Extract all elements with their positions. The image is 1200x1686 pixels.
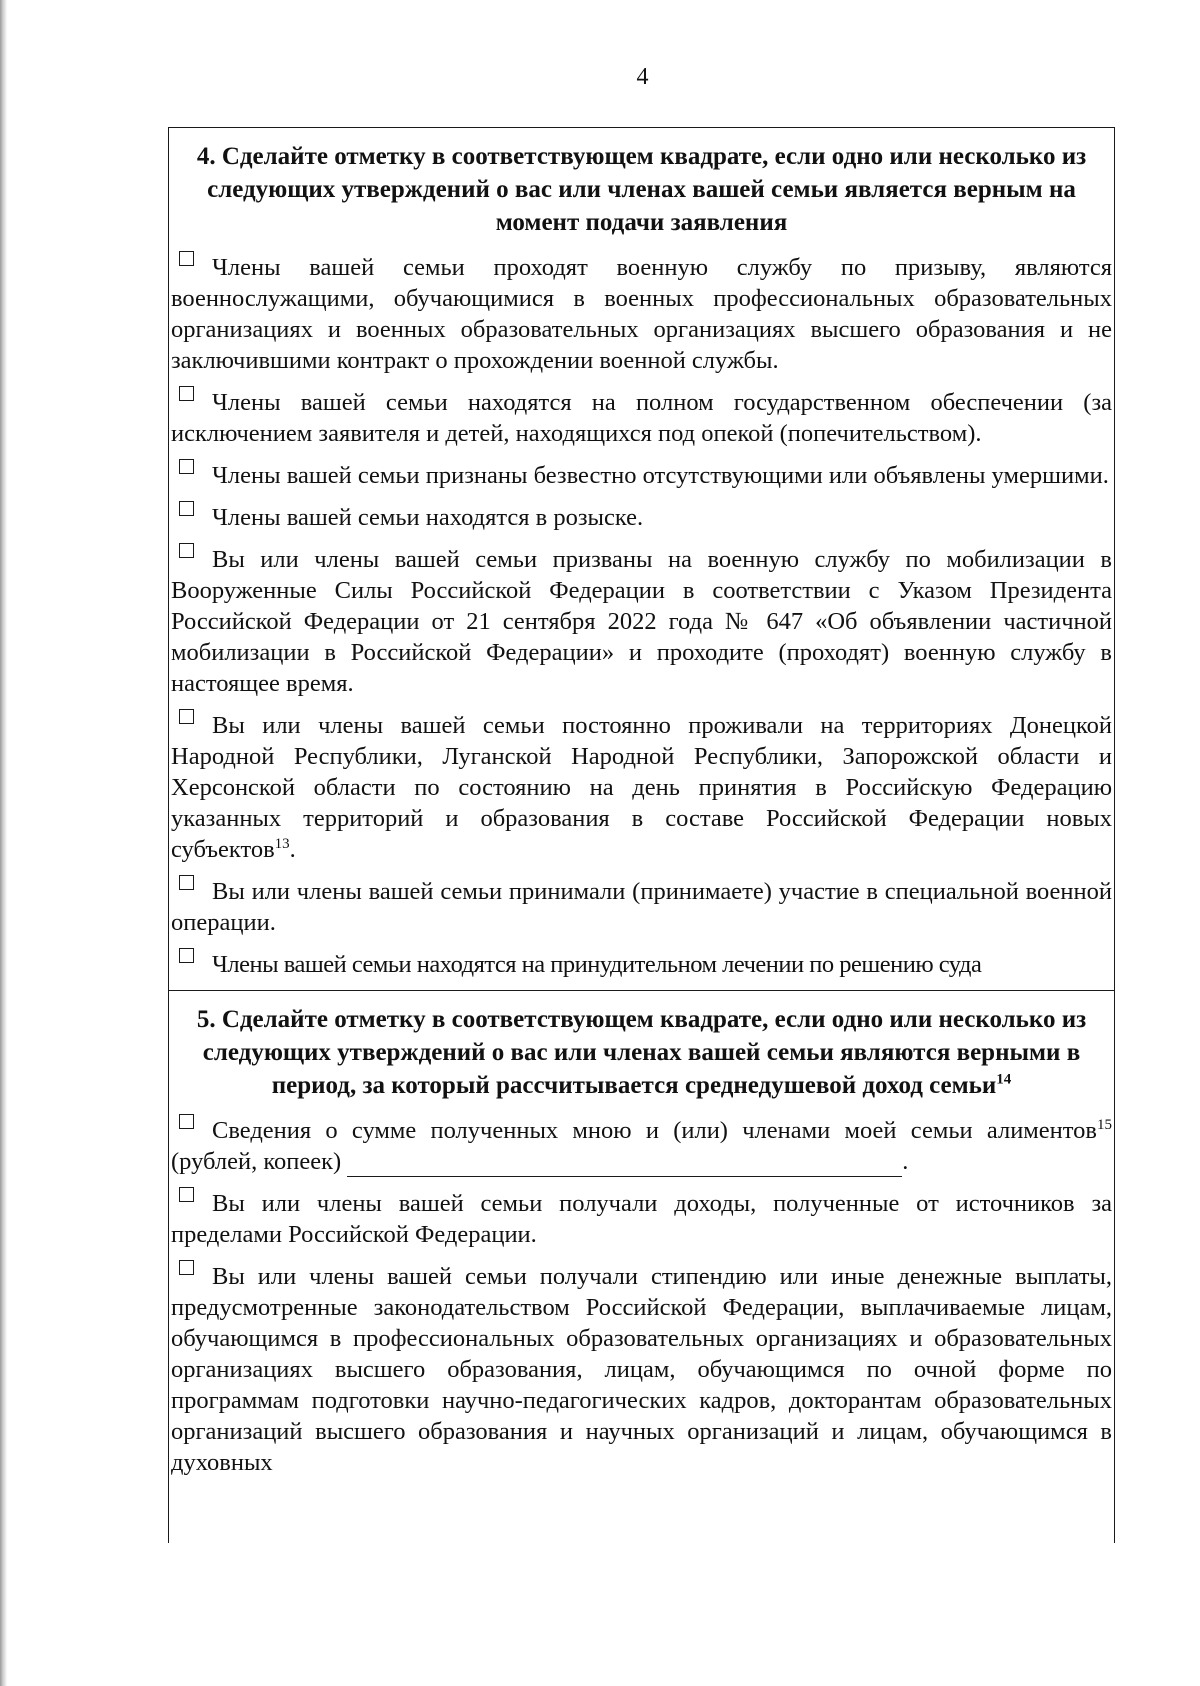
item-text: Члены вашей семьи проходят военную службу по призыву, являются военнослужащими, обучающимися в военных профессиональных образовательных организациях и военных образовательных организациях высшего образования и не заключившими контракт о прохождении военной службы. [171, 254, 1112, 374]
checkbox-state-support[interactable] [179, 386, 194, 401]
section-4-item-2 [171, 386, 1112, 449]
item-text: Вы или члены вашей семьи постоянно проживали на территориях Донецкой Народной Республики, Луганской Народной Республики, Запорожской области и Херсонской области по состоянию на день принятия в Российскую Федерацию указанных территорий и образования в составе Российской Федерации новых субъектов [171, 712, 1112, 863]
item-text: Члены вашей семьи находятся на полном государственном обеспечении (за исключением заявителя и детей, находящихся под опекой (попечительством). [171, 389, 1112, 447]
checkbox-wanted[interactable] [179, 501, 194, 516]
checkbox-mobilization[interactable] [179, 543, 194, 558]
section-4-item-1 [171, 251, 1112, 376]
item-text: Вы или члены вашей семьи получали стипендию или иные денежные выплаты, предусмотренные законодательством Российской Федерации, выплачиваемые лицам, обучающимся в профессиональных образовательных организациях и образовательных организациях высшего образования, лицам, обучающимся по очной форме по программам подготовки научно-педагогических кадров, докторантам образовательных организаций высшего образования и научных организаций и лицам, обучающимся в духовных [171, 1263, 1112, 1476]
checkbox-new-territories[interactable] [179, 709, 194, 724]
section-4-item-6 [171, 709, 1112, 865]
section-4-item-3 [171, 459, 1112, 491]
item-text: (рублей, копеек) [171, 1148, 348, 1175]
section-4-item-5 [171, 543, 1112, 699]
checkbox-foreign-income[interactable] [179, 1187, 194, 1202]
section-5-item-foreign-income [171, 1187, 1112, 1250]
footnote-ref: 13 [274, 835, 290, 852]
form-frame [168, 127, 1115, 1543]
section-4 [169, 128, 1114, 980]
section-5 [169, 990, 1114, 1478]
item-text: Члены вашей семьи признаны безвестно отсутствующими или объявлены умершими. [212, 462, 1109, 489]
checkbox-military-conscription[interactable] [179, 251, 194, 266]
scan-edge [0, 0, 7, 1686]
item-text: Члены вашей семьи находятся на принудительном лечении по решению суда [212, 951, 982, 978]
item-text: Сведения о сумме полученных мною и (или) членами моей семьи алиментов [212, 1117, 1097, 1144]
section-4-item-7 [171, 875, 1112, 938]
alimony-amount-field[interactable] [347, 1152, 902, 1177]
section-5-item-alimony [171, 1114, 1112, 1177]
checkbox-stipend[interactable] [179, 1260, 194, 1275]
checkbox-missing-or-deceased[interactable] [179, 459, 194, 474]
item-text: Вы или члены вашей семьи призваны на военную службу по мобилизации в Вооруженные Силы Российской Федерации в соответствии с Указом Президента Российской Федерации от 21 сентября 2022 года № 647 «Об объявлении частичной мобилизации в Российской Федерации» и проходите (проходят) военную службу в настоящее время. [171, 546, 1112, 697]
item-text: Вы или члены вашей семьи получали доходы, полученные от источников за пределами Российской Федерации. [171, 1190, 1112, 1248]
item-text: Вы или члены вашей семьи принимали (принимаете) участие в специальной военной операции. [171, 878, 1112, 936]
footnote-ref: 14 [996, 1071, 1012, 1088]
section-4-item-4 [171, 501, 1112, 533]
checkbox-alimony[interactable] [179, 1114, 194, 1129]
page-number: 4 [636, 64, 649, 90]
section-4-title: 4. Сделайте отметку в соответствующем квадрате, если одно или несколько из следующих утверждений о вас или членах вашей семьи является верным на момент подачи заявления [196, 143, 1087, 236]
footnote-ref: 15 [1097, 1116, 1112, 1133]
item-text: Члены вашей семьи находятся в розыске. [212, 504, 644, 531]
item-text-end: . [289, 836, 296, 863]
section-5-title [171, 991, 1112, 1108]
section-5-item-stipend [171, 1260, 1112, 1478]
checkbox-special-operation[interactable] [179, 875, 194, 890]
checkbox-compulsory-treatment[interactable] [179, 948, 194, 963]
item-text-end: . [902, 1148, 909, 1175]
section-4-item-8 [171, 948, 1112, 980]
section-5-title-text: 5. Сделайте отметку в соответствующем квадрате, если одно или несколько из следующих утверждений о вас или членах вашей семьи являются верными в период, за который рассчитывается среднедушевой доход семьи [196, 1006, 1087, 1099]
